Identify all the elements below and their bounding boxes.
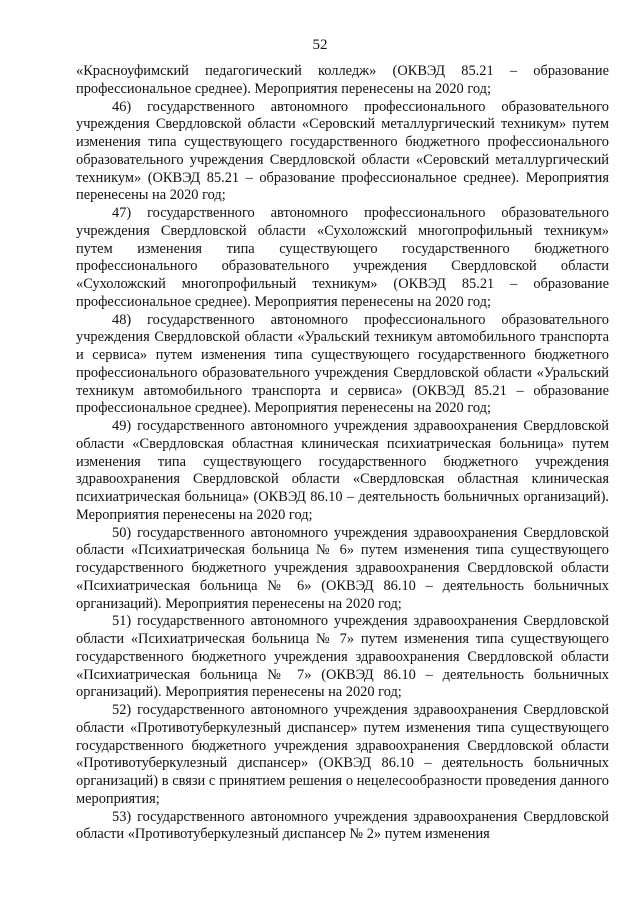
- paragraph-item-51: 51) государственного автономного учреждения здравоохранения Свердловской области «Психиатрическая больница № 7» путем изменения типа существующего государственного бюджетного учреждения здравоохранения Свердловской области «Психиатрическая больница № 7» (ОКВЭД 86.10 – деятельность больничных организаций). Мероприятия перенесены на 2020 год;: [76, 613, 609, 701]
- paragraph-item-49: 49) государственного автономного учреждения здравоохранения Свердловской области «Свердловская областная клиническая психиатрическая больница» путем изменения типа существующего государственного бюджетного учреждения здравоохранения Свердловской области «Свердловская областная клиническая психиатрическая больница» (ОКВЭД 86.10 – деятельность больничных организаций). Мероприятия перенесены на 2020 год;: [76, 418, 609, 523]
- paragraph-item-53: 53) государственного автономного учреждения здравоохранения Свердловской области «Противотуберкулезный диспансер № 2» путем изменения: [76, 808, 609, 843]
- document-body: [76, 63, 609, 844]
- page-number: 52: [312, 37, 328, 53]
- paragraph-continuation: «Красноуфимский педагогический колледж» (ОКВЭД 85.21 – образование профессиональное среднее). Мероприятия перенесены на 2020 год;: [76, 63, 609, 97]
- paragraph-item-47: 47) государственного автономного профессионального образовательного учреждения Свердловской области «Сухоложский многопрофильный техникум» путем изменения типа существующего государственного бюджетного профессионального образовательного учреждения Свердловской области «Сухоложский многопрофильный техникум» (ОКВЭД 85.21 – образование профессиональное среднее). Мероприятия перенесены на 2020 год;: [76, 205, 609, 310]
- paragraph-item-46: 46) государственного автономного профессионального образовательного учреждения Свердловской области «Серовский металлургический техникум» путем изменения типа существующего государственного бюджетного профессионального образовательного учреждения Свердловской области «Серовский металлургический техникум» (ОКВЭД 85.21 – образование профессиональное среднее). Мероприятия перенесены на 2020 год;: [76, 98, 609, 204]
- paragraph-item-52: 52) государственного автономного учреждения здравоохранения Свердловской области «Противотуберкулезный диспансер» путем изменения типа существующего государственного бюджетного учреждения здравоохранения Свердловской области «Противотуберкулезный диспансер» (ОКВЭД 86.10 – деятельность больничных организаций) в связи с принятием решения о нецелесообразности проведения данного мероприятия;: [76, 702, 609, 807]
- paragraph-item-48: 48) государственного автономного профессионального образовательного учреждения Свердловской области «Уральский техникум автомобильного транспорта и сервиса» путем изменения типа существующего государственного бюджетного профессионального образовательного учреждения Свердловской области «Уральский техникум автомобильного транспорта и сервиса» (ОКВЭД 85.21 – образование профессиональное среднее). Мероприятия перенесены на 2020 год;: [76, 311, 609, 417]
- paragraph-item-50: 50) государственного автономного учреждения здравоохранения Свердловской области «Психиатрическая больница № 6» путем изменения типа существующего государственного бюджетного учреждения здравоохранения Свердловской области «Психиатрическая больница № 6» (ОКВЭД 86.10 – деятельность больничных организаций). Мероприятия перенесены на 2020 год;: [76, 524, 609, 612]
